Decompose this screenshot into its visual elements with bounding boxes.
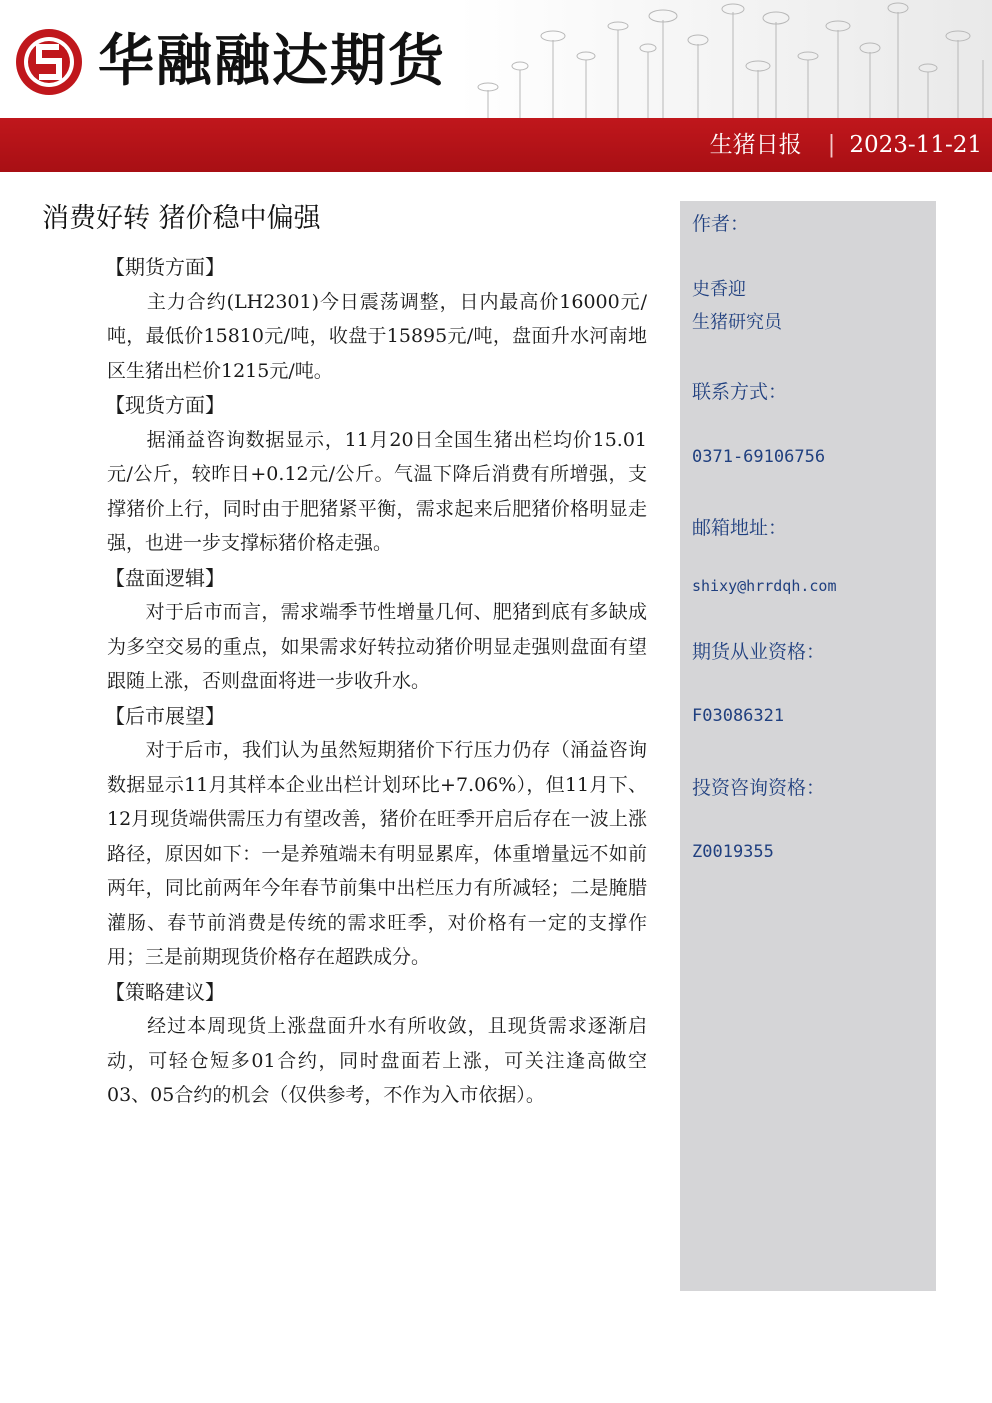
author-title: 生猪研究员 [692, 312, 782, 333]
section-paragraph: 对于后市而言，需求端季节性增量几何、肥猪到底有多缺成为多空交易的重点，如果需求好转拉动猪价明显走强则盘面有望跟随上涨，否则盘面将进一步收升水。 [107, 601, 647, 692]
report-type: 生猪日报 [709, 132, 802, 158]
email-label: 邮箱地址： [692, 517, 788, 539]
company-name: 华融融达期货 [98, 29, 446, 94]
report-header [0, 0, 992, 118]
author-name: 史香迎 [692, 279, 746, 300]
email-address[interactable]: shixy@hrrdqh.com [692, 577, 837, 595]
section-paragraph: 主力合约(LH2301)今日震荡调整，日内最高价16000元/吨，最低价15810元/吨，收盘于15895元/吨，盘面升水河南地区生猪出栏价1215元/吨。 [107, 290, 647, 382]
section-paragraph: 对于后市，我们认为虽然短期猪价下行压力仍存（涌益咨询数据显示11月其样本企业出栏计划环比+7.06%），但11月下、12月现货端供需压力有望改善，猪价在旺季开启后存在一波上涨路径，原因如下：一是养殖端未有明显累库，体重增量远不如前两年，同比前两年今年春节前集中出栏压力有所减轻；二是腌腊灌肠、春节前消费是传统的需求旺季，对价格有一定的支撑作用；三是前期现货价格存在超跌成分。 [107, 739, 647, 968]
band-separator: | [827, 132, 836, 158]
futures-qualification-number: F03086321 [692, 706, 785, 726]
section-heading: 【期货方面】 [105, 255, 225, 279]
band-text [710, 118, 982, 172]
header-decoration [458, 0, 992, 118]
report-body [107, 250, 647, 1113]
author-label: 作者： [692, 213, 750, 235]
report-title: 消费好转 猪价稳中偏强 [42, 203, 321, 234]
phone-number: 0371-69106756 [692, 447, 826, 467]
contact-label: 联系方式： [692, 381, 788, 403]
report-band [0, 118, 992, 172]
report-date: 2023-11-21 [849, 132, 982, 158]
advisory-qualification-label: 投资咨询资格： [692, 777, 826, 799]
section-paragraph: 经过本周现货上涨盘面升水有所收敛，且现货需求逐渐启动，可轻仓短多01合约，同时盘面若上涨，可关注逢高做空03、05合约的机会（仅供参考，不作为入市依据）。 [107, 1015, 647, 1106]
section-heading: 【策略建议】 [105, 979, 225, 1004]
company-logo-icon [14, 27, 84, 97]
section-heading: 【盘面逻辑】 [105, 565, 225, 590]
section-heading: 【现货方面】 [105, 393, 225, 417]
author-sidebar [680, 201, 936, 1291]
section-paragraph: 据涌益咨询数据显示，11月20日全国生猪出栏均价15.01元/公斤，较昨日+0.12元/公斤。气温下降后消费有所增强，支撑猪价上行，同时由于肥猪紧平衡，需求起来后肥猪价格明显走强，也进一步支撑标猪价格走强。 [107, 428, 647, 554]
section-heading: 【后市展望】 [105, 703, 225, 728]
advisory-qualification-number: Z0019355 [692, 842, 774, 862]
futures-qualification-label: 期货从业资格： [692, 641, 826, 663]
